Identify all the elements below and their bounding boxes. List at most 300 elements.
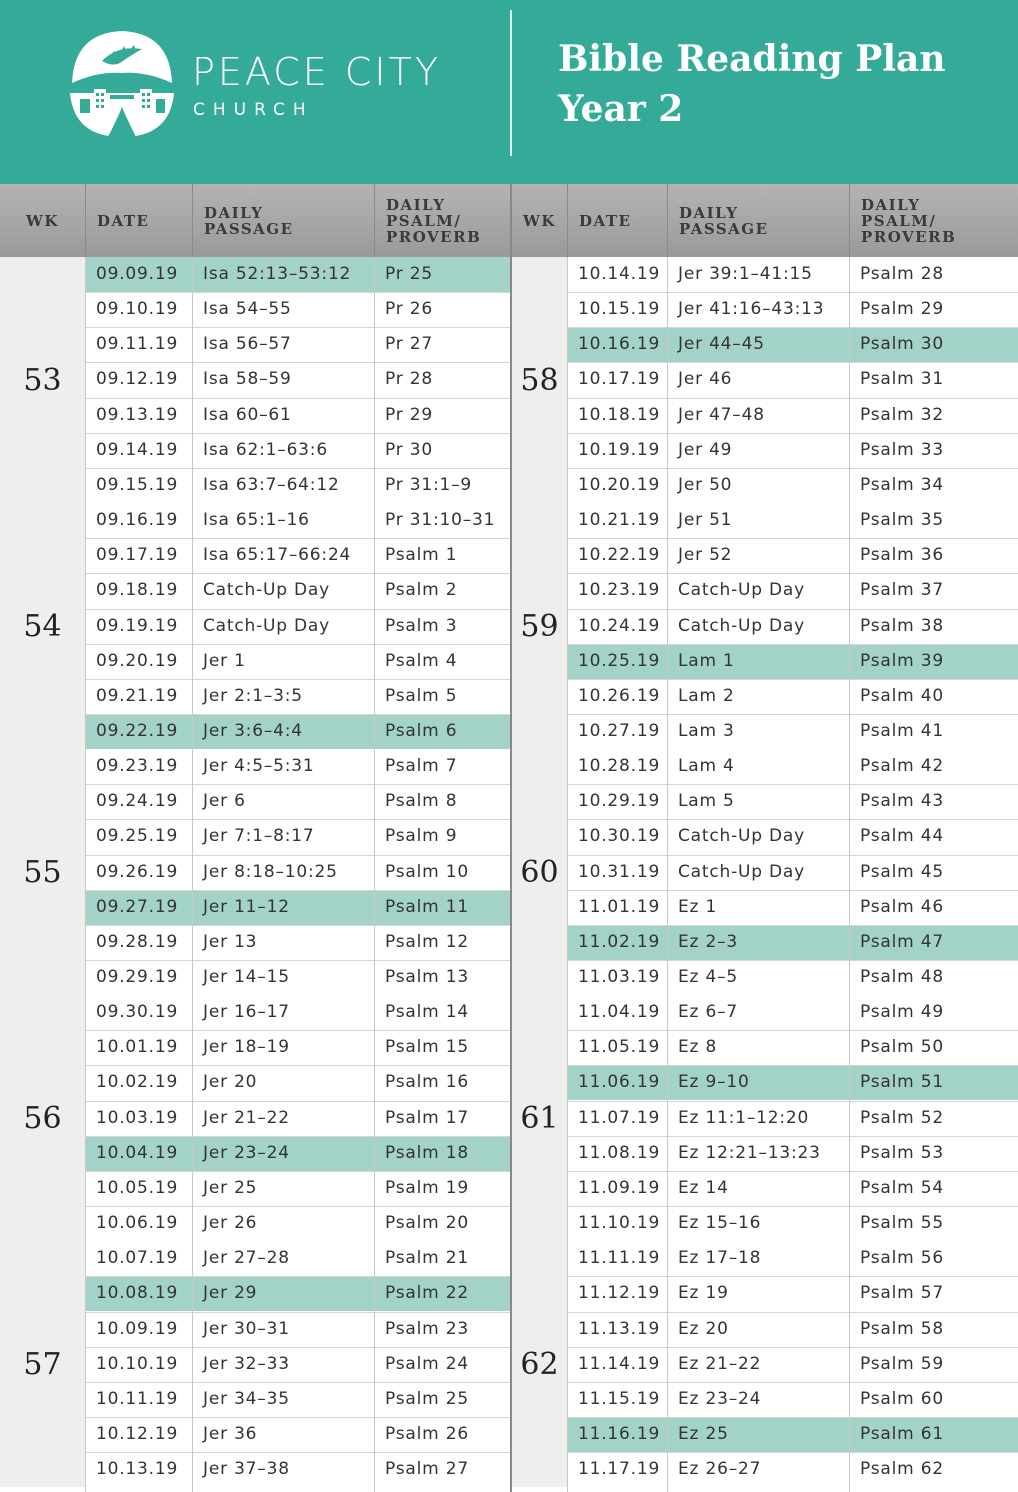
header-psalm-line: PROVERB: [386, 227, 482, 246]
row-divider: [567, 1276, 1018, 1277]
psalm-cell: Psalm 13: [385, 967, 469, 987]
header-bar-right: [512, 184, 1018, 257]
passage-cell: Isa 65:1–16: [203, 510, 310, 531]
psalm-cell: Psalm 11: [385, 896, 469, 917]
header-wk-line: WK: [26, 211, 59, 230]
passage-cell: Jer 21–22: [203, 1107, 290, 1128]
table-row: [567, 1241, 1018, 1276]
passage-cell: Jer 2:1–3:5: [203, 685, 303, 706]
passage-cell: Jer 1: [203, 650, 246, 671]
psalm-cell: Pr 28: [385, 369, 433, 390]
table-row: [85, 1206, 510, 1241]
table-row: [85, 468, 510, 503]
table-row: [567, 749, 1018, 784]
table-row: [567, 679, 1018, 714]
table-row: [567, 1452, 1018, 1487]
row-divider: [85, 819, 510, 820]
psalm-cell: Psalm 40: [860, 685, 944, 706]
psalm-cell: Psalm 36: [860, 545, 944, 566]
week-number: 59: [512, 503, 567, 749]
row-divider: [567, 327, 1018, 328]
psalm-cell: Psalm 15: [385, 1037, 469, 1058]
header-psalm-line: PSALM/: [861, 211, 937, 230]
psalm-cell: Pr 31:10–31: [385, 510, 496, 531]
date-cell: 10.29.19: [578, 791, 661, 812]
row-divider: [567, 890, 1018, 891]
passage-cell: Ez 15–16: [678, 1213, 762, 1234]
psalm-cell: Psalm 42: [860, 756, 944, 777]
psalm-cell: Psalm 28: [860, 264, 944, 284]
passage-cell: Isa 63:7–64:12: [203, 474, 340, 495]
passage-cell: Lam 4: [678, 756, 735, 777]
table-row: [567, 609, 1018, 644]
psalm-cell: Psalm 43: [860, 791, 944, 812]
date-cell: 11.07.19: [578, 1107, 661, 1128]
row-divider: [567, 784, 1018, 785]
table-row: [567, 960, 1018, 995]
header-passage-line: PASSAGE: [679, 219, 769, 238]
date-cell: 10.19.19: [578, 439, 661, 460]
date-cell: 09.29.19: [96, 967, 179, 987]
date-cell: 10.17.19: [578, 369, 661, 390]
column-divider: [85, 257, 86, 1492]
passage-cell: Jer 7:1–8:17: [203, 826, 315, 847]
psalm-cell: Psalm 44: [860, 826, 944, 847]
date-cell: 10.27.19: [578, 720, 661, 741]
plan-title: Bible Reading Plan: [558, 38, 946, 80]
row-divider: [85, 1312, 510, 1313]
row-divider: [567, 679, 1018, 680]
header-passage-line: DAILY: [679, 203, 739, 222]
date-cell: 10.14.19: [578, 264, 661, 284]
passage-cell: Catch-Up Day: [678, 615, 806, 636]
date-cell: 11.17.19: [578, 1459, 661, 1480]
header-banner: [0, 0, 1018, 184]
date-cell: 11.15.19: [578, 1388, 661, 1409]
psalm-cell: Psalm 30: [860, 334, 944, 355]
date-cell: 09.28.19: [96, 931, 179, 952]
psalm-cell: Psalm 4: [385, 650, 458, 671]
date-cell: 10.03.19: [96, 1107, 179, 1128]
date-cell: 09.15.19: [96, 474, 179, 495]
date-cell: 11.12.19: [578, 1283, 661, 1304]
table-row: [567, 784, 1018, 819]
table-row: [567, 1171, 1018, 1206]
table-row: [567, 714, 1018, 749]
psalm-cell: Psalm 47: [860, 931, 944, 952]
date-cell: 10.13.19: [96, 1459, 179, 1480]
week-number: 57: [0, 1241, 85, 1487]
row-divider: [85, 1347, 510, 1348]
row-divider: [567, 1171, 1018, 1172]
row-divider: [567, 292, 1018, 293]
header-psalm-line: PSALM/: [386, 211, 462, 230]
psalm-cell: Psalm 29: [860, 299, 944, 320]
table-row: [567, 468, 1018, 503]
column-divider: [567, 257, 568, 1492]
passage-cell: Lam 3: [678, 720, 735, 741]
passage-cell: Ez 2–3: [678, 931, 739, 952]
psalm-cell: Psalm 57: [860, 1283, 944, 1304]
passage-cell: Catch-Up Day: [678, 861, 806, 882]
psalm-cell: Psalm 3: [385, 615, 458, 636]
table-row-highlighted: [85, 890, 510, 925]
header-separator: [192, 184, 193, 257]
psalm-cell: Psalm 14: [385, 1002, 469, 1023]
psalm-cell: Psalm 10: [385, 861, 469, 882]
psalm-cell: Psalm 52: [860, 1107, 944, 1128]
row-divider: [85, 714, 510, 715]
passage-cell: Ez 21–22: [678, 1353, 762, 1374]
header-date: [85, 184, 192, 257]
date-cell: 09.17.19: [96, 545, 179, 566]
passage-cell: Jer 18–19: [203, 1037, 290, 1058]
date-cell: 09.30.19: [96, 1002, 179, 1023]
row-divider: [567, 433, 1018, 434]
row-divider: [85, 538, 510, 539]
table-row: [567, 433, 1018, 468]
passage-cell: Ez 17–18: [678, 1248, 762, 1269]
header-separator: [374, 184, 375, 257]
date-cell: 10.23.19: [578, 580, 661, 601]
passage-cell: Catch-Up Day: [203, 615, 331, 636]
psalm-cell: Psalm 34: [860, 474, 944, 495]
table-row: [85, 644, 510, 679]
row-divider: [85, 890, 510, 891]
row-divider: [85, 1136, 510, 1137]
passage-cell: Jer 51: [678, 510, 733, 531]
passage-cell: Lam 2: [678, 685, 735, 706]
date-cell: 10.22.19: [578, 545, 661, 566]
psalm-cell: Pr 30: [385, 439, 433, 460]
psalm-cell: Pr 27: [385, 334, 433, 355]
date-cell: 11.08.19: [578, 1142, 661, 1163]
table-row: [567, 362, 1018, 397]
table-row: [567, 1030, 1018, 1065]
psalm-cell: Psalm 51: [860, 1072, 944, 1093]
passage-cell: Jer 20: [203, 1072, 258, 1093]
header-divider: [510, 10, 512, 156]
psalm-cell: Psalm 35: [860, 510, 944, 531]
row-divider: [567, 855, 1018, 856]
psalm-cell: Psalm 32: [860, 404, 944, 425]
psalm-cell: Psalm 22: [385, 1283, 469, 1304]
passage-cell: Jer 47–48: [678, 404, 765, 425]
psalm-cell: Psalm 50: [860, 1037, 944, 1058]
table-row: [567, 257, 1018, 292]
header-date-line: DATE: [579, 211, 632, 230]
brand-subtitle: CHURCH: [193, 100, 314, 120]
header-wk: [0, 184, 85, 257]
table-row-highlighted: [567, 644, 1018, 679]
date-cell: 09.10.19: [96, 299, 179, 320]
date-cell: 11.02.19: [578, 931, 661, 952]
row-divider: [85, 398, 510, 399]
table-row: [85, 1417, 510, 1452]
psalm-cell: Psalm 54: [860, 1177, 944, 1198]
passage-cell: Isa 65:17–66:24: [203, 545, 352, 566]
date-cell: 11.06.19: [578, 1072, 661, 1093]
header-bar-left: [0, 184, 510, 257]
psalm-cell: Psalm 2: [385, 580, 458, 601]
row-divider: [85, 1030, 510, 1031]
passage-cell: Isa 62:1–63:6: [203, 439, 328, 460]
date-cell: 09.23.19: [96, 756, 179, 777]
psalm-cell: Psalm 23: [385, 1318, 469, 1339]
row-divider: [85, 1276, 510, 1277]
row-divider: [85, 784, 510, 785]
psalm-cell: Psalm 9: [385, 826, 458, 847]
psalm-cell: Psalm 56: [860, 1248, 944, 1269]
date-cell: 10.31.19: [578, 861, 661, 882]
header-psalm: [849, 184, 1018, 257]
psalm-cell: Psalm 27: [385, 1459, 469, 1480]
table-row: [85, 1312, 510, 1347]
table-row: [85, 1065, 510, 1100]
header-passage: [192, 184, 374, 257]
psalm-cell: Psalm 53: [860, 1142, 944, 1163]
passage-cell: Jer 23–24: [203, 1142, 290, 1163]
psalm-cell: Psalm 62: [860, 1459, 944, 1480]
passage-cell: Ez 1: [678, 896, 718, 917]
row-divider: [85, 292, 510, 293]
table-row: [567, 1206, 1018, 1241]
passage-cell: Isa 60–61: [203, 404, 292, 425]
row-divider: [567, 468, 1018, 469]
row-divider: [567, 1382, 1018, 1383]
psalm-cell: Psalm 7: [385, 756, 458, 777]
date-cell: 11.04.19: [578, 1002, 661, 1023]
table-row: [85, 925, 510, 960]
psalm-cell: Psalm 25: [385, 1388, 469, 1409]
row-divider: [567, 925, 1018, 926]
date-cell: 09.21.19: [96, 685, 179, 706]
passage-cell: Jer 8:18–10:25: [203, 861, 338, 882]
row-divider: [567, 362, 1018, 363]
table-row: [85, 1347, 510, 1382]
passage-cell: Lam 5: [678, 791, 735, 812]
passage-cell: Catch-Up Day: [678, 580, 806, 601]
header-passage: [667, 184, 849, 257]
psalm-cell: Psalm 37: [860, 580, 944, 601]
passage-cell: Jer 36: [203, 1423, 258, 1444]
psalm-cell: Psalm 48: [860, 967, 944, 987]
passage-cell: Ez 19: [678, 1283, 729, 1304]
psalm-cell: Psalm 46: [860, 896, 944, 917]
passage-cell: Jer 13: [203, 931, 258, 952]
table-row: [85, 292, 510, 327]
row-divider: [85, 1171, 510, 1172]
date-cell: 10.12.19: [96, 1423, 179, 1444]
psalm-cell: Psalm 20: [385, 1213, 469, 1234]
table-row-highlighted: [85, 257, 510, 292]
psalm-cell: Psalm 26: [385, 1423, 469, 1444]
table-row: [85, 960, 510, 995]
psalm-cell: Psalm 16: [385, 1072, 469, 1093]
header-psalm: [374, 184, 510, 257]
date-cell: 10.10.19: [96, 1353, 179, 1374]
passage-cell: Jer 29: [203, 1283, 258, 1304]
date-cell: 10.30.19: [578, 826, 661, 847]
psalm-cell: Psalm 59: [860, 1353, 944, 1374]
date-cell: 10.02.19: [96, 1072, 179, 1093]
psalm-cell: Pr 25: [385, 264, 433, 284]
table-row: [567, 819, 1018, 854]
passage-cell: Jer 50: [678, 474, 733, 495]
date-cell: 10.16.19: [578, 334, 661, 355]
passage-cell: Jer 34–35: [203, 1388, 290, 1409]
date-cell: 10.04.19: [96, 1142, 179, 1163]
header-wk: [512, 184, 567, 257]
psalm-cell: Psalm 58: [860, 1318, 944, 1339]
week-number: 58: [512, 257, 567, 503]
plan-year: Year 2: [558, 88, 684, 130]
date-cell: 09.11.19: [96, 334, 179, 355]
table-row: [85, 784, 510, 819]
passage-cell: Jer 25: [203, 1177, 258, 1198]
psalm-cell: Psalm 18: [385, 1142, 469, 1163]
passage-cell: Isa 54–55: [203, 299, 292, 320]
week-number: 55: [0, 749, 85, 995]
table-row: [567, 1312, 1018, 1347]
week-number: 54: [0, 503, 85, 749]
passage-cell: Ez 12:21–13:23: [678, 1142, 821, 1163]
row-divider: [567, 1136, 1018, 1137]
table-row: [85, 1382, 510, 1417]
date-cell: 10.28.19: [578, 756, 661, 777]
row-divider: [85, 1382, 510, 1383]
passage-cell: Jer 32–33: [203, 1353, 290, 1374]
table-row-highlighted: [85, 714, 510, 749]
row-divider: [567, 1101, 1018, 1102]
header-wk-line: WK: [523, 211, 556, 230]
header-date-line: DATE: [97, 211, 150, 230]
table-row: [85, 609, 510, 644]
table-row: [85, 362, 510, 397]
row-divider: [85, 573, 510, 574]
row-divider: [85, 327, 510, 328]
passage-cell: Ez 11:1–12:20: [678, 1107, 810, 1128]
table-row: [567, 890, 1018, 925]
date-cell: 09.24.19: [96, 791, 179, 812]
passage-cell: Ez 6–7: [678, 1002, 739, 1023]
date-cell: 09.27.19: [96, 896, 179, 917]
psalm-cell: Psalm 8: [385, 791, 458, 812]
passage-cell: Jer 14–15: [203, 967, 290, 987]
passage-cell: Ez 14: [678, 1177, 729, 1198]
table-row: [85, 327, 510, 362]
date-cell: 11.16.19: [578, 1423, 661, 1444]
date-cell: 10.07.19: [96, 1248, 179, 1269]
date-cell: 10.24.19: [578, 615, 661, 636]
date-cell: 09.20.19: [96, 650, 179, 671]
table-row: [567, 1382, 1018, 1417]
psalm-cell: Psalm 33: [860, 439, 944, 460]
header-passage-line: DAILY: [204, 203, 264, 222]
row-divider: [85, 433, 510, 434]
psalm-cell: Psalm 19: [385, 1177, 469, 1198]
table-row: [85, 1452, 510, 1487]
passage-cell: Ez 9–10: [678, 1072, 750, 1093]
column-divider: [849, 257, 850, 1492]
row-divider: [85, 925, 510, 926]
row-divider: [567, 960, 1018, 961]
row-divider: [85, 1101, 510, 1102]
date-cell: 10.26.19: [578, 685, 661, 706]
row-divider: [567, 1206, 1018, 1207]
passage-cell: Lam 1: [678, 650, 735, 671]
column-divider: [192, 257, 193, 1492]
row-divider: [567, 644, 1018, 645]
header-passage-line: PASSAGE: [204, 219, 294, 238]
table-row: [85, 1101, 510, 1136]
date-cell: 09.22.19: [96, 720, 179, 741]
psalm-cell: Psalm 24: [385, 1353, 469, 1374]
header-separator: [667, 184, 668, 257]
date-cell: 09.25.19: [96, 826, 179, 847]
passage-cell: Jer 41:16–43:13: [678, 299, 825, 320]
date-cell: 10.06.19: [96, 1213, 179, 1234]
date-cell: 10.05.19: [96, 1177, 179, 1198]
date-cell: 09.26.19: [96, 861, 179, 882]
table-row: [85, 1241, 510, 1276]
date-cell: 10.25.19: [578, 650, 661, 671]
row-divider: [567, 1452, 1018, 1453]
header-date: [567, 184, 667, 257]
table-row: [85, 573, 510, 608]
passage-cell: Isa 56–57: [203, 334, 292, 355]
table-row: [567, 995, 1018, 1030]
date-cell: 10.21.19: [578, 510, 661, 531]
passage-cell: Jer 52: [678, 545, 733, 566]
row-divider: [85, 362, 510, 363]
row-divider: [567, 1065, 1018, 1066]
psalm-cell: Pr 26: [385, 299, 433, 320]
passage-cell: Isa 52:13–53:12: [203, 264, 352, 284]
table-row: [567, 573, 1018, 608]
passage-cell: Jer 49: [678, 439, 733, 460]
date-cell: 09.13.19: [96, 404, 179, 425]
row-divider: [85, 1065, 510, 1066]
psalm-cell: Psalm 60: [860, 1388, 944, 1409]
psalm-cell: Psalm 41: [860, 720, 944, 741]
date-cell: 10.18.19: [578, 404, 661, 425]
passage-cell: Isa 58–59: [203, 369, 292, 390]
table-row: [85, 855, 510, 890]
date-cell: 10.20.19: [578, 474, 661, 495]
psalm-cell: Psalm 6: [385, 720, 458, 741]
brand-name: PEACE CITY: [192, 50, 442, 94]
date-cell: 09.19.19: [96, 615, 179, 636]
date-cell: 11.14.19: [578, 1353, 661, 1374]
passage-cell: Jer 11–12: [203, 896, 290, 917]
row-divider: [85, 679, 510, 680]
date-cell: 11.05.19: [578, 1037, 661, 1058]
table-row: [567, 1101, 1018, 1136]
passage-cell: Ez 23–24: [678, 1388, 762, 1409]
row-divider: [85, 468, 510, 469]
passage-cell: Jer 3:6–4:4: [203, 720, 303, 741]
row-divider: [85, 609, 510, 610]
date-cell: 10.09.19: [96, 1318, 179, 1339]
passage-cell: Ez 8: [678, 1037, 718, 1058]
header-separator: [567, 184, 568, 257]
passage-cell: Ez 26–27: [678, 1459, 762, 1480]
date-cell: 10.11.19: [96, 1388, 179, 1409]
table-row: [567, 292, 1018, 327]
table-row: [85, 819, 510, 854]
passage-cell: Jer 46: [678, 369, 733, 390]
